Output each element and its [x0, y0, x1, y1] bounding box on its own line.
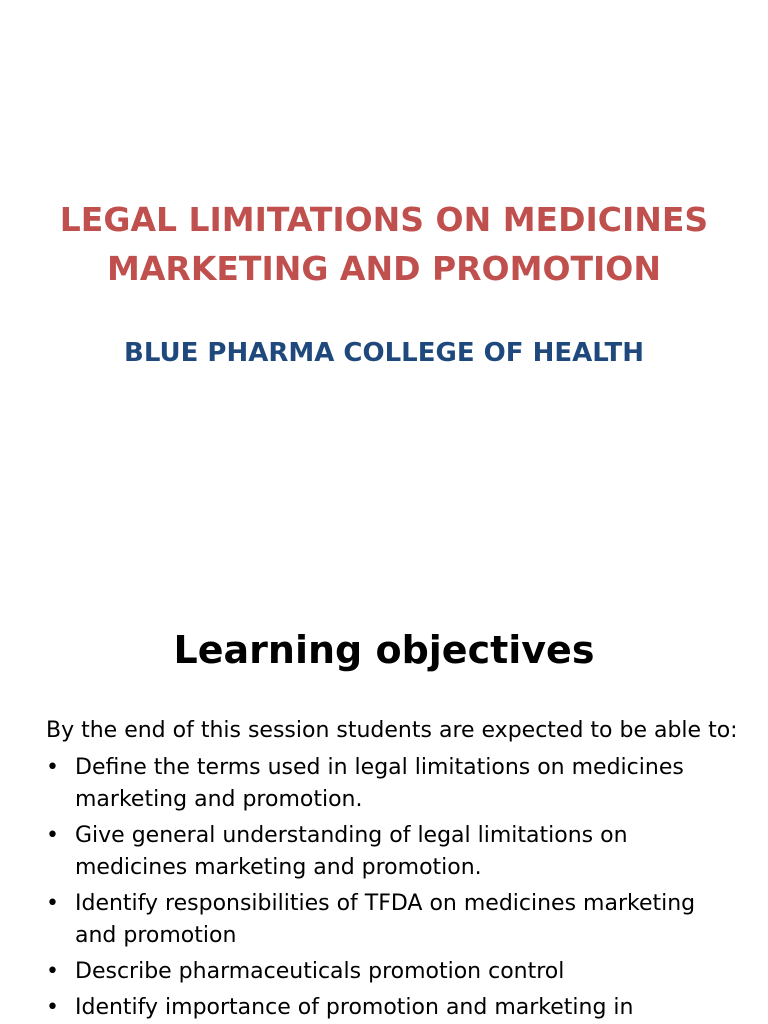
objective-item: [46, 992, 736, 1024]
objective-item: [46, 820, 736, 884]
objective-line: Give general understanding of legal limitations on: [75, 823, 628, 848]
objective-item: [46, 956, 736, 988]
bullet-icon: •: [46, 891, 59, 916]
objectives-title: Learning objectives: [173, 628, 595, 672]
learning-objectives-slide: [0, 576, 768, 1024]
slide-title: [0, 195, 768, 293]
objective-line: Define the terms used in legal limitations on medicines: [75, 755, 684, 780]
objective-line: and promotion: [75, 923, 237, 948]
slide-subtitle: BLUE PHARMA COLLEGE OF HEALTH: [124, 338, 644, 368]
bullet-icon: •: [46, 823, 59, 848]
objective-line: Describe pharmaceuticals promotion control: [75, 959, 565, 984]
objectives-intro: By the end of this session students are expected to be able to:: [46, 718, 738, 743]
objective-item: [46, 752, 736, 816]
objective-item: [46, 888, 736, 952]
slide-title-line-1: LEGAL LIMITATIONS ON MEDICINES: [59, 200, 709, 239]
objective-line: Identify importance of promotion and marketing in: [75, 995, 634, 1020]
objective-line: Identify responsibilities of TFDA on medicines marketing: [75, 891, 696, 916]
bullet-icon: •: [46, 755, 59, 780]
objective-line: marketing and promotion.: [75, 787, 363, 812]
bullet-icon: •: [46, 959, 59, 984]
bullet-icon: •: [46, 995, 59, 1020]
slide-title-line-2: MARKETING AND PROMOTION: [107, 249, 661, 288]
objective-line: medicines marketing and promotion.: [75, 855, 482, 880]
objectives-list: [46, 752, 736, 1024]
